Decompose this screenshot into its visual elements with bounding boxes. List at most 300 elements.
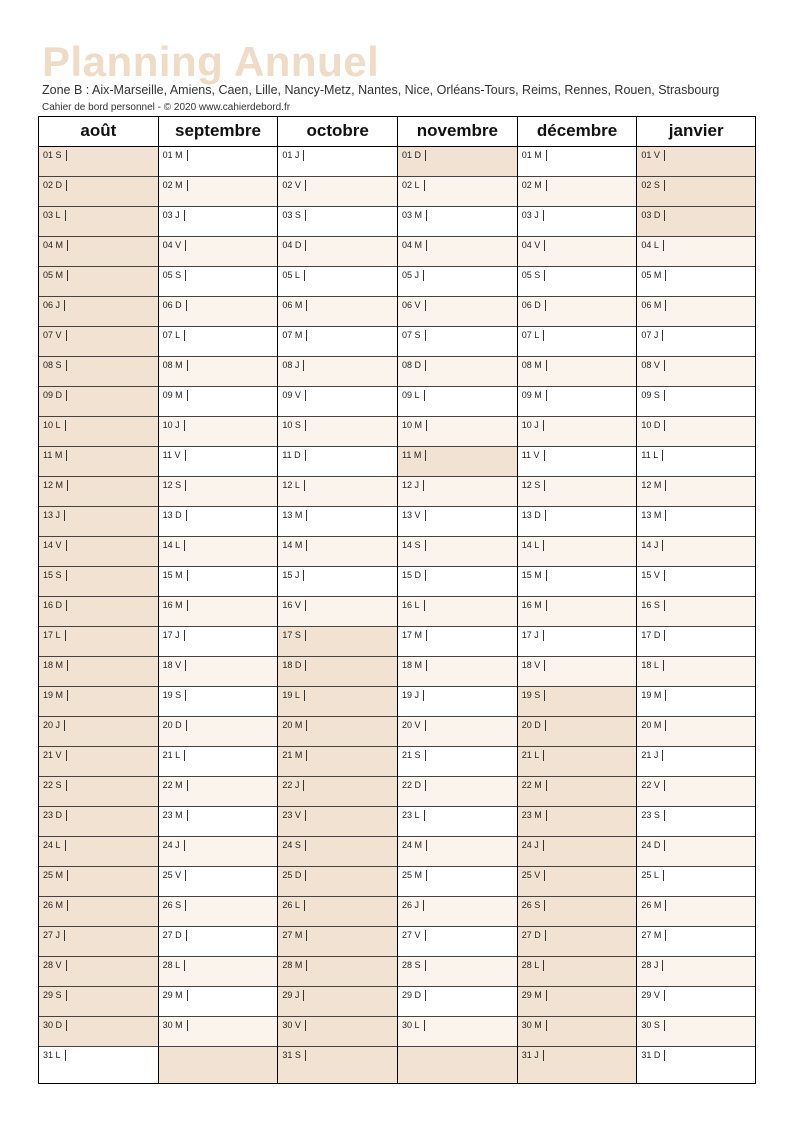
day-cell[interactable]	[39, 687, 158, 717]
day-cell[interactable]	[518, 807, 637, 837]
day-cell[interactable]	[398, 177, 517, 207]
day-cell[interactable]	[159, 507, 278, 537]
day-label: 10 J	[163, 420, 185, 431]
day-cell[interactable]	[518, 837, 637, 867]
day-cell[interactable]	[39, 1017, 158, 1047]
day-cell[interactable]	[518, 1017, 637, 1047]
day-label: 08 D	[402, 360, 426, 371]
day-cell[interactable]	[159, 597, 278, 627]
day-label: 23 S	[641, 810, 665, 821]
day-label: 25 L	[641, 870, 664, 881]
day-cell[interactable]	[159, 987, 278, 1017]
day-label: 25 V	[163, 870, 187, 881]
day-cell[interactable]	[159, 267, 278, 297]
day-cell[interactable]	[637, 867, 755, 897]
day-label: 08 M	[522, 360, 547, 371]
empty-day-cell[interactable]	[159, 1047, 278, 1083]
day-cell[interactable]	[39, 927, 158, 957]
day-cell[interactable]	[637, 267, 755, 297]
day-label: 31 S	[282, 1050, 306, 1061]
day-cell[interactable]	[39, 477, 158, 507]
day-label: 23 L	[402, 810, 425, 821]
day-label: 04 V	[163, 240, 187, 251]
day-label: 19 S	[522, 690, 546, 701]
day-cell[interactable]	[278, 327, 397, 357]
day-cell[interactable]	[278, 927, 397, 957]
day-label: 12 S	[163, 480, 187, 491]
day-cell[interactable]	[39, 297, 158, 327]
day-cell[interactable]	[159, 477, 278, 507]
day-cell[interactable]	[398, 207, 517, 237]
day-label: 10 L	[43, 420, 66, 431]
month-column	[637, 117, 755, 1083]
day-label: 09 D	[43, 390, 67, 401]
day-cell[interactable]	[518, 897, 637, 927]
day-label: 01 V	[641, 150, 665, 161]
month-header: janvier	[637, 117, 755, 147]
day-cell[interactable]	[398, 687, 517, 717]
day-label: 09 M	[522, 390, 547, 401]
day-cell[interactable]	[278, 297, 397, 327]
day-cell[interactable]	[159, 807, 278, 837]
day-label: 26 M	[43, 900, 68, 911]
day-label: 29 D	[402, 990, 426, 1001]
day-cell[interactable]	[398, 867, 517, 897]
day-cell[interactable]	[518, 717, 637, 747]
day-cell[interactable]	[39, 747, 158, 777]
day-label: 31 J	[522, 1050, 544, 1061]
day-label: 27 V	[402, 930, 426, 941]
day-cell[interactable]	[159, 777, 278, 807]
day-cell[interactable]	[278, 987, 397, 1017]
day-label: 06 M	[282, 300, 307, 311]
day-cell[interactable]	[278, 687, 397, 717]
day-cell[interactable]	[637, 447, 755, 477]
day-label: 27 J	[43, 930, 65, 941]
day-label: 11 D	[282, 450, 305, 461]
day-cell[interactable]	[278, 417, 397, 447]
day-label: 02 M	[522, 180, 547, 191]
day-cell[interactable]	[278, 837, 397, 867]
day-cell[interactable]	[398, 747, 517, 777]
day-cell[interactable]	[518, 357, 637, 387]
day-cell[interactable]	[159, 927, 278, 957]
day-cell[interactable]	[39, 807, 158, 837]
day-cell[interactable]	[518, 1047, 637, 1083]
day-cell[interactable]	[518, 327, 637, 357]
day-cell[interactable]	[637, 537, 755, 567]
day-cell[interactable]	[637, 717, 755, 747]
day-cell[interactable]	[278, 657, 397, 687]
day-cell[interactable]	[637, 417, 755, 447]
day-cell[interactable]	[159, 657, 278, 687]
day-cell[interactable]	[159, 147, 278, 177]
day-cell[interactable]	[278, 387, 397, 417]
day-cell[interactable]	[637, 747, 755, 777]
day-label: 22 M	[522, 780, 547, 791]
day-cell[interactable]	[637, 777, 755, 807]
empty-day-cell[interactable]	[398, 1047, 517, 1083]
day-cell[interactable]	[518, 687, 637, 717]
day-label: 14 L	[522, 540, 545, 551]
day-cell[interactable]	[398, 237, 517, 267]
day-cell[interactable]	[278, 567, 397, 597]
day-cell[interactable]	[518, 957, 637, 987]
day-label: 21 L	[522, 750, 545, 761]
day-cell[interactable]	[159, 867, 278, 897]
day-cell[interactable]	[159, 747, 278, 777]
day-cell[interactable]	[637, 357, 755, 387]
day-cell[interactable]	[278, 537, 397, 567]
day-label: 25 V	[522, 870, 546, 881]
day-cell[interactable]	[278, 207, 397, 237]
day-cell[interactable]	[159, 357, 278, 387]
day-label: 20 J	[43, 720, 65, 731]
day-cell[interactable]	[278, 747, 397, 777]
day-cell[interactable]	[398, 537, 517, 567]
day-label: 08 S	[43, 360, 67, 371]
day-cell[interactable]	[637, 1047, 755, 1083]
day-label: 26 J	[402, 900, 424, 911]
day-label: 09 V	[282, 390, 306, 401]
day-cell[interactable]	[398, 777, 517, 807]
day-cell[interactable]	[39, 657, 158, 687]
day-cell[interactable]	[278, 957, 397, 987]
day-label: 24 J	[522, 840, 544, 851]
day-cell[interactable]	[398, 507, 517, 537]
day-cell[interactable]	[159, 237, 278, 267]
day-cell[interactable]	[39, 567, 158, 597]
day-cell[interactable]	[637, 1017, 755, 1047]
day-label: 12 L	[282, 480, 305, 491]
day-cell[interactable]	[278, 177, 397, 207]
day-label: 21 M	[282, 750, 307, 761]
day-cell[interactable]	[159, 567, 278, 597]
day-label: 11 V	[163, 450, 186, 461]
day-cell[interactable]	[278, 1047, 397, 1083]
day-cell[interactable]	[637, 177, 755, 207]
day-cell[interactable]	[159, 327, 278, 357]
day-cell[interactable]	[159, 417, 278, 447]
day-cell[interactable]	[637, 927, 755, 957]
day-cell[interactable]	[278, 237, 397, 267]
day-cell[interactable]	[159, 387, 278, 417]
month-header: novembre	[398, 117, 517, 147]
day-label: 19 M	[43, 690, 68, 701]
day-label: 17 D	[641, 630, 665, 641]
day-cell[interactable]	[278, 627, 397, 657]
day-label: 28 V	[43, 960, 67, 971]
day-cell[interactable]	[398, 297, 517, 327]
day-cell[interactable]	[637, 387, 755, 417]
day-cell[interactable]	[398, 597, 517, 627]
day-cell[interactable]	[398, 477, 517, 507]
day-label: 16 S	[641, 600, 665, 611]
day-cell[interactable]	[518, 747, 637, 777]
day-cell[interactable]	[278, 147, 397, 177]
day-cell[interactable]	[398, 417, 517, 447]
day-cell[interactable]	[398, 927, 517, 957]
day-cell[interactable]	[637, 327, 755, 357]
day-cell[interactable]	[518, 777, 637, 807]
day-cell[interactable]	[39, 1047, 158, 1083]
day-cell[interactable]	[398, 567, 517, 597]
day-label: 19 L	[282, 690, 305, 701]
day-label: 15 M	[163, 570, 188, 581]
day-label: 05 L	[282, 270, 305, 281]
day-cell[interactable]	[39, 597, 158, 627]
day-label: 01 M	[163, 150, 188, 161]
day-cell[interactable]	[637, 477, 755, 507]
day-label: 31 D	[641, 1050, 665, 1061]
day-cell[interactable]	[637, 987, 755, 1017]
day-cell[interactable]	[39, 447, 158, 477]
day-cell[interactable]	[637, 837, 755, 867]
day-cell[interactable]	[278, 777, 397, 807]
day-label: 20 M	[282, 720, 307, 731]
day-cell[interactable]	[518, 417, 637, 447]
day-cell[interactable]	[518, 567, 637, 597]
day-cell[interactable]	[398, 837, 517, 867]
day-cell[interactable]	[637, 507, 755, 537]
day-cell[interactable]	[518, 297, 637, 327]
day-cell[interactable]	[39, 177, 158, 207]
day-cell[interactable]	[518, 387, 637, 417]
day-cell[interactable]	[159, 537, 278, 567]
day-cell[interactable]	[278, 717, 397, 747]
day-cell[interactable]	[637, 657, 755, 687]
day-cell[interactable]	[39, 897, 158, 927]
day-cell[interactable]	[637, 957, 755, 987]
day-cell[interactable]	[159, 1017, 278, 1047]
day-cell[interactable]	[637, 807, 755, 837]
day-cell[interactable]	[518, 657, 637, 687]
day-cell[interactable]	[637, 897, 755, 927]
day-cell[interactable]	[518, 987, 637, 1017]
day-cell[interactable]	[637, 237, 755, 267]
day-cell[interactable]	[518, 147, 637, 177]
month-column	[39, 117, 159, 1083]
day-label: 07 V	[43, 330, 67, 341]
day-label: 15 M	[522, 570, 547, 581]
day-label: 21 V	[43, 750, 67, 761]
day-label: 25 M	[43, 870, 68, 881]
day-cell[interactable]	[278, 867, 397, 897]
day-label: 18 M	[43, 660, 68, 671]
day-label: 07 L	[522, 330, 545, 341]
day-cell[interactable]	[278, 447, 397, 477]
day-cell[interactable]	[159, 447, 278, 477]
day-label: 20 V	[402, 720, 426, 731]
day-label: 24 D	[641, 840, 665, 851]
day-cell[interactable]	[39, 507, 158, 537]
day-label: 14 V	[43, 540, 67, 551]
day-cell[interactable]	[637, 687, 755, 717]
day-label: 31 L	[43, 1050, 66, 1061]
day-label: 05 M	[43, 270, 68, 281]
day-cell[interactable]	[398, 807, 517, 837]
day-cell[interactable]	[637, 567, 755, 597]
day-cell[interactable]	[518, 177, 637, 207]
day-cell[interactable]	[159, 207, 278, 237]
day-cell[interactable]	[39, 327, 158, 357]
day-label: 01 S	[43, 150, 67, 161]
day-label: 30 L	[402, 1020, 425, 1031]
day-cell[interactable]	[278, 477, 397, 507]
day-cell[interactable]	[159, 897, 278, 927]
day-label: 05 M	[641, 270, 666, 281]
day-label: 26 M	[641, 900, 666, 911]
day-label: 28 S	[402, 960, 426, 971]
day-cell[interactable]	[278, 357, 397, 387]
day-label: 12 S	[522, 480, 546, 491]
day-label: 18 V	[163, 660, 187, 671]
day-cell[interactable]	[39, 537, 158, 567]
day-cell[interactable]	[398, 897, 517, 927]
month-header: août	[39, 117, 158, 147]
day-label: 24 L	[43, 840, 66, 851]
day-label: 22 S	[43, 780, 67, 791]
day-cell[interactable]	[278, 507, 397, 537]
day-cell[interactable]	[398, 447, 517, 477]
day-label: 05 S	[163, 270, 187, 281]
day-cell[interactable]	[159, 717, 278, 747]
day-cell[interactable]	[518, 477, 637, 507]
day-cell[interactable]	[398, 357, 517, 387]
day-cell[interactable]	[159, 687, 278, 717]
day-label: 05 S	[522, 270, 546, 281]
day-cell[interactable]	[518, 927, 637, 957]
day-label: 05 J	[402, 270, 424, 281]
day-label: 11 M	[43, 450, 67, 461]
day-label: 07 J	[641, 330, 663, 341]
day-label: 10 S	[282, 420, 306, 431]
day-label: 14 J	[641, 540, 663, 551]
day-label: 09 L	[402, 390, 425, 401]
day-cell[interactable]	[39, 957, 158, 987]
day-cell[interactable]	[398, 717, 517, 747]
day-cell[interactable]	[518, 267, 637, 297]
day-cell[interactable]	[39, 717, 158, 747]
day-cell[interactable]	[398, 327, 517, 357]
day-cell[interactable]	[398, 147, 517, 177]
day-cell[interactable]	[39, 357, 158, 387]
day-label: 17 L	[43, 630, 66, 641]
day-label: 28 J	[641, 960, 663, 971]
day-cell[interactable]	[518, 447, 637, 477]
day-cell[interactable]	[518, 237, 637, 267]
day-cell[interactable]	[39, 987, 158, 1017]
day-label: 16 D	[43, 600, 67, 611]
day-cell[interactable]	[518, 627, 637, 657]
day-label: 02 D	[43, 180, 67, 191]
day-cell[interactable]	[518, 867, 637, 897]
day-cell[interactable]	[637, 627, 755, 657]
day-cell[interactable]	[39, 207, 158, 237]
day-cell[interactable]	[398, 627, 517, 657]
day-cell[interactable]	[39, 147, 158, 177]
day-cell[interactable]	[637, 597, 755, 627]
day-cell[interactable]	[637, 147, 755, 177]
day-label: 19 M	[641, 690, 666, 701]
day-cell[interactable]	[39, 237, 158, 267]
day-cell[interactable]	[398, 987, 517, 1017]
day-label: 03 D	[641, 210, 665, 221]
day-label: 29 V	[641, 990, 665, 1001]
day-cell[interactable]	[518, 207, 637, 237]
day-cell[interactable]	[518, 507, 637, 537]
day-cell[interactable]	[637, 297, 755, 327]
month-header: décembre	[518, 117, 637, 147]
month-header: octobre	[278, 117, 397, 147]
day-cell[interactable]	[398, 957, 517, 987]
day-label: 30 M	[522, 1020, 547, 1031]
day-label: 24 S	[282, 840, 306, 851]
day-cell[interactable]	[398, 1017, 517, 1047]
month-column	[159, 117, 279, 1083]
day-cell[interactable]	[159, 837, 278, 867]
day-cell[interactable]	[278, 267, 397, 297]
day-label: 27 M	[641, 930, 666, 941]
day-cell[interactable]	[278, 1017, 397, 1047]
day-cell[interactable]	[39, 267, 158, 297]
day-cell[interactable]	[398, 387, 517, 417]
day-label: 14 M	[282, 540, 307, 551]
day-cell[interactable]	[159, 297, 278, 327]
day-label: 27 D	[522, 930, 546, 941]
day-cell[interactable]	[518, 597, 637, 627]
day-cell[interactable]	[159, 957, 278, 987]
day-cell[interactable]	[278, 807, 397, 837]
day-label: 28 L	[163, 960, 186, 971]
day-label: 02 M	[163, 180, 188, 191]
day-label: 01 J	[282, 150, 304, 161]
day-cell[interactable]	[39, 867, 158, 897]
day-label: 11 L	[641, 450, 663, 461]
day-label: 26 S	[163, 900, 187, 911]
day-cell[interactable]	[398, 267, 517, 297]
day-label: 13 D	[522, 510, 546, 521]
day-cell[interactable]	[278, 597, 397, 627]
day-label: 04 V	[522, 240, 546, 251]
month-header: septembre	[159, 117, 278, 147]
day-cell[interactable]	[159, 177, 278, 207]
month-column	[398, 117, 518, 1083]
day-cell[interactable]	[39, 417, 158, 447]
day-label: 09 M	[163, 390, 188, 401]
day-cell[interactable]	[518, 537, 637, 567]
day-cell[interactable]	[637, 207, 755, 237]
day-cell[interactable]	[39, 387, 158, 417]
day-label: 12 M	[641, 480, 666, 491]
day-cell[interactable]	[39, 627, 158, 657]
day-label: 12 M	[43, 480, 68, 491]
day-label: 17 S	[282, 630, 306, 641]
day-cell[interactable]	[159, 627, 278, 657]
day-label: 13 D	[163, 510, 187, 521]
day-label: 02 S	[641, 180, 665, 191]
day-cell[interactable]	[398, 657, 517, 687]
day-label: 08 M	[163, 360, 188, 371]
day-label: 22 M	[163, 780, 188, 791]
day-label: 13 M	[282, 510, 307, 521]
day-label: 16 V	[282, 600, 306, 611]
day-label: 11 V	[522, 450, 545, 461]
day-cell[interactable]	[39, 837, 158, 867]
day-cell[interactable]	[278, 897, 397, 927]
day-cell[interactable]	[39, 777, 158, 807]
day-label: 06 V	[402, 300, 426, 311]
